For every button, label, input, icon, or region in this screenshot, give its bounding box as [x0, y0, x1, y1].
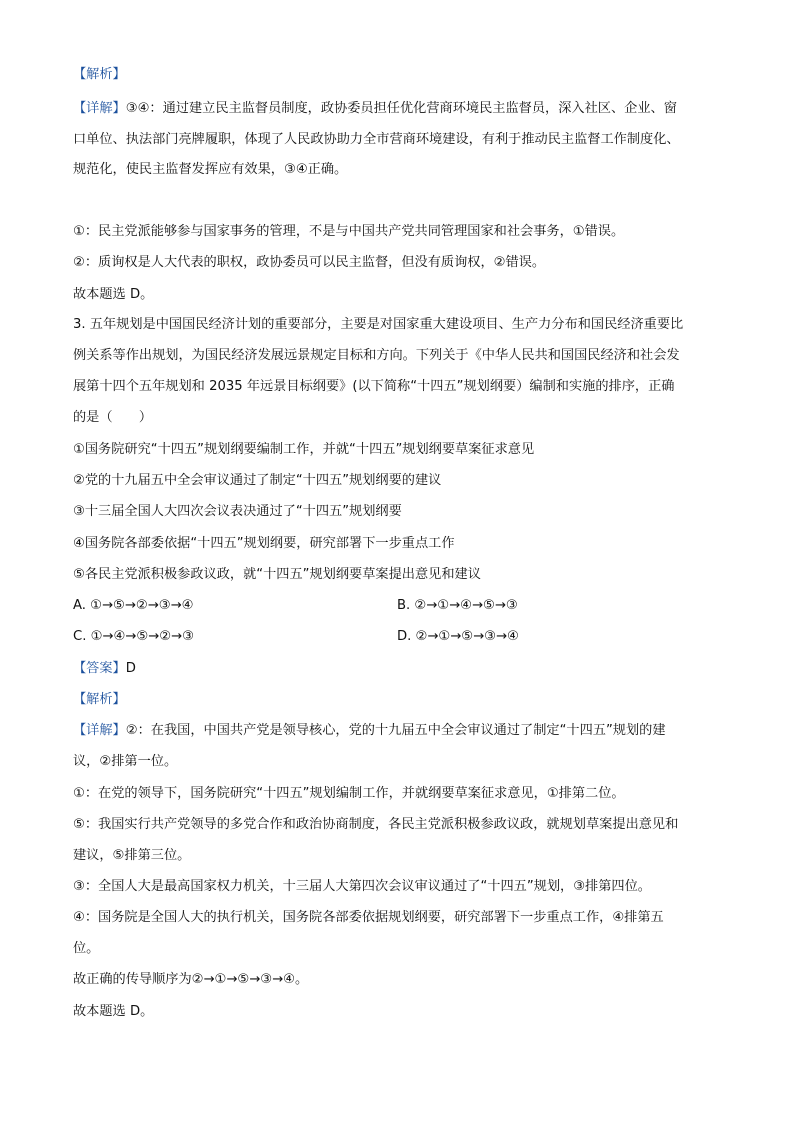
- question-item-5: ⑤各民主党派积极参政议政，就“十四五”规划纲要草案提出意见和建议: [73, 567, 481, 582]
- detail2-line-7: ④：国务院是全国人大的执行机关，国务院各部委依据规划纲要，研究部署下一步重点工作，④排第五: [73, 910, 664, 925]
- detail-tag-1: 【详解】: [73, 101, 126, 116]
- detail-line-1: [73, 100, 677, 118]
- detail-tag-2: 【详解】: [73, 723, 126, 738]
- answer-value: D: [125, 661, 136, 676]
- conclusion-1: 故本题选 D。: [73, 287, 154, 302]
- option-b: B. ②→①→④→⑤→③: [397, 598, 518, 613]
- question-item-1: ①国务院研究“十四五”规划纲要编制工作，并就“十四五”规划纲要草案征求意见: [73, 442, 535, 457]
- question-3-line-4: 的是（ ）: [73, 410, 153, 425]
- detail2-line-1: [73, 722, 666, 740]
- wrong-option-1: ①：民主党派能够参与国家事务的管理，不是与中国共产党共同管理国家和社会事务，①错误。: [73, 224, 625, 239]
- answer-line: [73, 660, 136, 678]
- option-c: C. ①→④→⑤→②→③: [73, 629, 194, 644]
- question-3-line-3: 展第十四个五年规划和 2035 年远景目标纲要》(以下简称“十四五”规划纲要）编制和实施的排序，正确: [73, 379, 675, 394]
- detail-line-2: 口单位、执法部门亮牌履职，体现了人民政协助力全市营商环境建设，有利于推动民主监督工作制度化、: [73, 132, 680, 147]
- question-item-2: ②党的十九届五中全会审议通过了制定“十四五”规划纲要的建议: [73, 473, 442, 488]
- detail2-text-1: ②：在我国，中国共产党是领导核心，党的十九届五中全会审议通过了制定“十四五”规划的建: [125, 723, 666, 738]
- detail2-line-3: ①：在党的领导下，国务院研究“十四五”规划编制工作，并就纲要草案征求意见，①排第二位。: [73, 786, 625, 801]
- analysis-heading-2: 【解析】: [73, 692, 126, 707]
- detail2-line-2: 议，②排第一位。: [73, 754, 178, 769]
- option-d: D. ②→①→⑤→③→④: [397, 629, 519, 644]
- detail-line-3: 规范化，使民主监督发挥应有效果，③④正确。: [73, 162, 348, 177]
- detail-text-1: ③④：通过建立民主监督员制度，政协委员担任优化营商环境民主监督员，深入社区、企业、窗: [125, 101, 677, 116]
- question-3-line-1: 3. 五年规划是中国国民经济计划的重要部分，主要是对国家重大建设项目、生产力分布和国民经济重要比: [73, 317, 684, 332]
- detail2-order: 故正确的传导顺序为②→①→⑤→③→④。: [73, 972, 309, 987]
- detail2-line-4: ⑤：我国实行共产党领导的多党合作和政治协商制度，各民主党派积极参政议政，就规划草案提出意见和: [73, 817, 679, 832]
- answer-tag: 【答案】: [73, 661, 126, 676]
- detail2-line-6: ③：全国人大是最高国家权力机关，十三届人大第四次会议审议通过了“十四五”规划，③排第四位。: [73, 879, 651, 894]
- analysis-heading-1: 【解析】: [73, 67, 126, 82]
- question-item-3: ③十三届全国人大四次会议表决通过了“十四五”规划纲要: [73, 504, 402, 519]
- detail2-line-5: 建议，⑤排第三位。: [73, 848, 191, 863]
- option-a: A. ①→⑤→②→③→④: [73, 598, 194, 613]
- question-item-4: ④国务院各部委依据“十四五”规划纲要，研究部署下一步重点工作: [73, 536, 455, 551]
- question-3-line-2: 例关系等作出规划，为国民经济发展远景规定目标和方向。下列关于《中华人民共和国国民经济和社会发: [73, 348, 680, 363]
- wrong-option-2: ②：质询权是人大代表的职权，政协委员可以民主监督，但没有质询权，②错误。: [73, 255, 546, 270]
- detail2-line-8: 位。: [73, 941, 100, 956]
- conclusion-2: 故本题选 D。: [73, 1004, 154, 1019]
